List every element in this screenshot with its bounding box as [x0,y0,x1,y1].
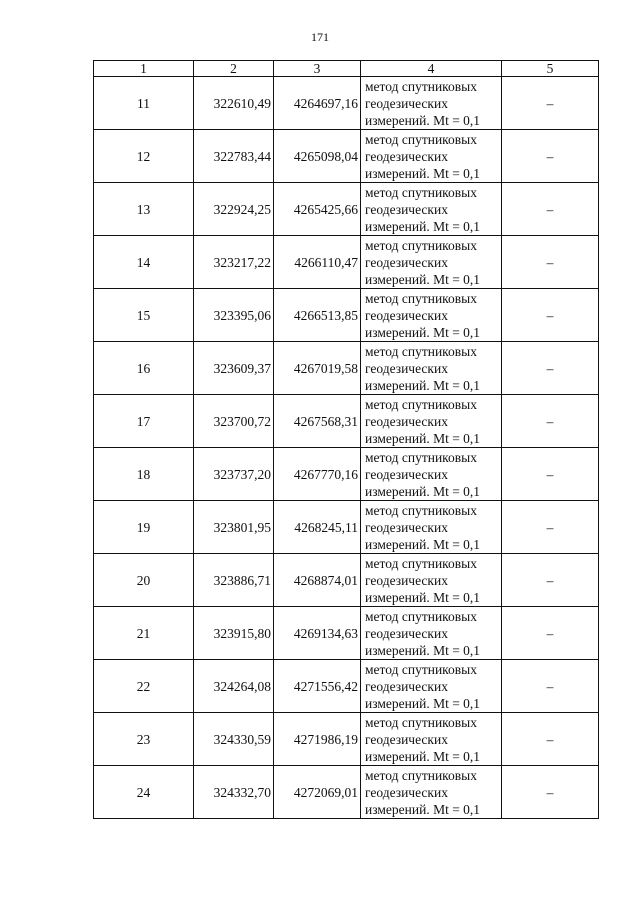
y-coordinate-cell [274,607,361,660]
method-line: измерений. Mt = 0,1 [365,642,481,658]
y-coordinate: 4269134,63 [293,625,358,641]
y-coordinate-cell [274,183,361,236]
method-line: метод спутниковых [365,661,477,677]
method-line: измерений. Mt = 0,1 [365,695,481,711]
point-number-cell [94,77,194,130]
method-line: геодезических [365,360,448,376]
method-line: геодезических [365,572,448,588]
method-line: измерений. Mt = 0,1 [365,483,481,499]
x-coordinate-cell [194,448,274,501]
method-line: геодезических [365,307,448,323]
column-header: 1 [94,61,194,77]
point-number: 13 [136,201,151,217]
y-coordinate: 4271986,19 [293,731,358,747]
notes-cell [502,77,599,130]
y-coordinate-cell [274,448,361,501]
y-coordinate: 4265425,66 [293,201,358,217]
table-row [94,130,599,183]
x-coordinate: 322610,49 [213,95,271,111]
x-coordinate: 324332,70 [213,784,271,800]
x-coordinate: 324330,59 [213,731,271,747]
y-coordinate: 4267568,31 [293,413,358,429]
method-line: измерений. Mt = 0,1 [365,218,481,234]
x-coordinate-cell [194,183,274,236]
method-line: геодезических [365,254,448,270]
y-coordinate-cell [274,766,361,819]
method-line: метод спутниковых [365,290,477,306]
y-coordinate-cell [274,501,361,554]
method-line: геодезических [365,784,448,800]
point-number-cell [94,130,194,183]
method-line: метод спутниковых [365,714,477,730]
dash: – [546,678,554,694]
dash: – [546,201,554,217]
method-line: измерений. Mt = 0,1 [365,271,481,287]
notes-cell [502,183,599,236]
x-coordinate-cell [194,395,274,448]
method-line: геодезических [365,625,448,641]
method-cell [361,660,502,713]
notes-cell [502,501,599,554]
point-number: 19 [136,519,151,535]
method-line: геодезических [365,148,448,164]
method-cell [361,289,502,342]
notes-cell [502,395,599,448]
point-number-cell [94,554,194,607]
method-line: геодезических [365,466,448,482]
method-line: геодезических [365,201,448,217]
y-coordinate: 4268874,01 [293,572,358,588]
point-number: 15 [136,307,151,323]
y-coordinate-cell [274,342,361,395]
method-cell [361,766,502,819]
table-row [94,766,599,819]
method-line: геодезических [365,731,448,747]
point-number: 11 [137,95,150,111]
method-line: геодезических [365,413,448,429]
method-line: измерений. Mt = 0,1 [365,589,481,605]
point-number-cell [94,183,194,236]
method-cell [361,607,502,660]
notes-cell [502,554,599,607]
method-cell [361,183,502,236]
notes-cell [502,130,599,183]
dash: – [546,572,554,588]
y-coordinate: 4268245,11 [294,519,358,535]
y-coordinate: 4272069,01 [293,784,358,800]
x-coordinate: 322924,25 [213,201,271,217]
column-header: 2 [194,61,274,77]
table-row [94,554,599,607]
dash: – [546,307,554,323]
method-cell [361,342,502,395]
x-coordinate-cell [194,554,274,607]
method-cell [361,448,502,501]
coordinates-table [93,60,599,819]
method-line: измерений. Mt = 0,1 [365,377,481,393]
y-coordinate: 4271556,42 [293,678,358,694]
x-coordinate-cell [194,342,274,395]
table-row [94,448,599,501]
table-row [94,183,599,236]
y-coordinate-cell [274,77,361,130]
dash: – [546,95,554,111]
point-number: 16 [136,360,151,376]
point-number-cell [94,766,194,819]
notes-cell [502,660,599,713]
y-coordinate-cell [274,395,361,448]
method-cell [361,501,502,554]
table-row [94,660,599,713]
point-number-cell [94,395,194,448]
point-number: 24 [136,784,151,800]
method-cell [361,554,502,607]
method-line: метод спутниковых [365,767,477,783]
point-number: 17 [136,413,151,429]
point-number: 23 [136,731,151,747]
method-line: метод спутниковых [365,237,477,253]
notes-cell [502,342,599,395]
point-number-cell [94,289,194,342]
point-number-cell [94,607,194,660]
y-coordinate-cell [274,236,361,289]
point-number-cell [94,342,194,395]
table-row [94,607,599,660]
point-number: 18 [136,466,151,482]
method-line: геодезических [365,678,448,694]
x-coordinate-cell [194,501,274,554]
x-coordinate-cell [194,77,274,130]
table-row [94,713,599,766]
y-coordinate-cell [274,660,361,713]
notes-cell [502,236,599,289]
point-number-cell [94,236,194,289]
point-number: 20 [136,572,151,588]
notes-cell [502,448,599,501]
x-coordinate-cell [194,130,274,183]
method-line: измерений. Mt = 0,1 [365,748,481,764]
method-line: измерений. Mt = 0,1 [365,536,481,552]
table-row [94,501,599,554]
dash: – [546,148,554,164]
point-number-cell [94,713,194,766]
dash: – [546,360,554,376]
dash: – [546,466,554,482]
page-number: 171 [311,30,329,44]
x-coordinate: 323886,71 [213,572,271,588]
method-line: измерений. Mt = 0,1 [365,324,481,340]
column-header: 4 [361,61,502,77]
method-line: метод спутниковых [365,502,477,518]
x-coordinate: 323609,37 [213,360,271,376]
x-coordinate: 323217,22 [213,254,271,270]
table-row [94,289,599,342]
method-cell [361,236,502,289]
y-coordinate-cell [274,130,361,183]
method-cell [361,395,502,448]
dash: – [546,784,554,800]
dash: – [546,254,554,270]
method-line: метод спутниковых [365,78,477,94]
point-number: 14 [136,254,151,270]
method-line: метод спутниковых [365,184,477,200]
method-line: геодезических [365,519,448,535]
y-coordinate-cell [274,554,361,607]
x-coordinate: 323737,20 [213,466,271,482]
point-number: 22 [136,678,151,694]
x-coordinate-cell [194,289,274,342]
point-number-cell [94,501,194,554]
x-coordinate-cell [194,766,274,819]
method-cell [361,77,502,130]
notes-cell [502,289,599,342]
method-cell [361,713,502,766]
y-coordinate: 4266110,47 [294,254,358,270]
method-line: измерений. Mt = 0,1 [365,430,481,446]
table-header-row [94,61,599,77]
dash: – [546,519,554,535]
y-coordinate: 4264697,16 [293,95,358,111]
y-coordinate: 4267019,58 [293,360,358,376]
table-row [94,342,599,395]
column-header: 3 [274,61,361,77]
dash: – [546,413,554,429]
point-number-cell [94,660,194,713]
method-line: метод спутниковых [365,343,477,359]
dash: – [546,625,554,641]
y-coordinate: 4266513,85 [293,307,358,323]
table-row [94,236,599,289]
x-coordinate-cell [194,236,274,289]
method-line: геодезических [365,95,448,111]
y-coordinate: 4267770,16 [293,466,358,482]
method-line: метод спутниковых [365,449,477,465]
notes-cell [502,713,599,766]
x-coordinate-cell [194,607,274,660]
y-coordinate-cell [274,713,361,766]
y-coordinate: 4265098,04 [293,148,358,164]
notes-cell [502,607,599,660]
method-cell [361,130,502,183]
method-line: измерений. Mt = 0,1 [365,112,481,128]
method-line: метод спутниковых [365,608,477,624]
notes-cell [502,766,599,819]
method-line: метод спутниковых [365,131,477,147]
method-line: измерений. Mt = 0,1 [365,165,481,181]
x-coordinate: 323395,06 [213,307,271,323]
method-line: метод спутниковых [365,396,477,412]
point-number-cell [94,448,194,501]
point-number: 21 [136,625,151,641]
dash: – [546,731,554,747]
method-line: метод спутниковых [365,555,477,571]
x-coordinate: 323801,95 [213,519,271,535]
x-coordinate-cell [194,660,274,713]
point-number: 12 [136,148,151,164]
x-coordinate-cell [194,713,274,766]
table-row [94,395,599,448]
column-header: 5 [502,61,599,77]
table-row [94,77,599,130]
x-coordinate: 323700,72 [213,413,271,429]
method-line: измерений. Mt = 0,1 [365,801,481,817]
x-coordinate: 323915,80 [213,625,271,641]
x-coordinate: 324264,08 [213,678,271,694]
y-coordinate-cell [274,289,361,342]
x-coordinate: 322783,44 [213,148,271,164]
